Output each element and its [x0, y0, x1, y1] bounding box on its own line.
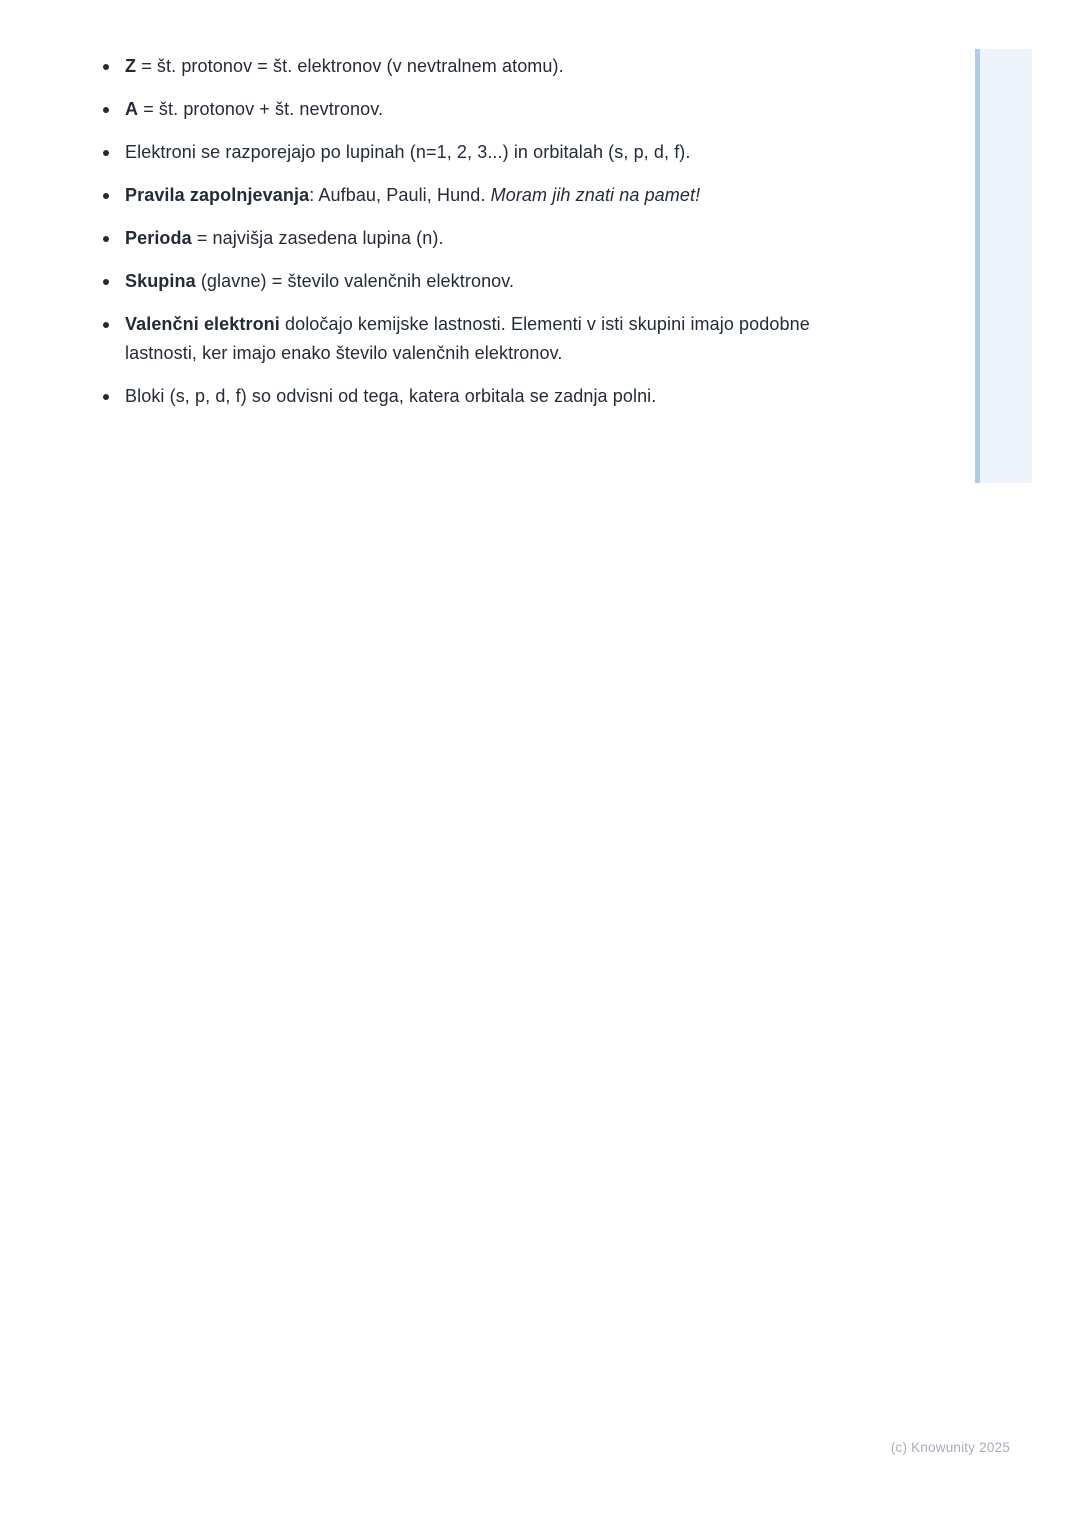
footer-credit: (c) Knowunity 2025: [890, 1440, 1010, 1455]
bullet-item: [100, 181, 842, 210]
bullet-dot: [103, 322, 109, 328]
text-segment: Skupina: [125, 271, 196, 291]
notes-bullet-list: [100, 52, 842, 425]
bullet-item: [100, 52, 842, 81]
bullet-item: [100, 138, 842, 167]
bullet-dot: [103, 64, 109, 70]
bullet-item: [100, 382, 842, 411]
bullet-dot: [103, 394, 109, 400]
text-segment: Elektroni se razporejajo po lupinah (n=1, 2, 3...) in orbitalah (s, p, d, f).: [125, 142, 691, 162]
text-segment: Valenčni elektroni: [125, 314, 280, 334]
bullet-item: [100, 95, 842, 124]
bullet-dot: [103, 107, 109, 113]
bullet-item: [100, 310, 842, 368]
text-segment: = št. protonov = št. elektronov (v nevtralnem atomu).: [136, 56, 564, 76]
text-segment: določajo kemijske lastnosti. Elementi v isti skupini imajo podobne lastnosti, ker imajo enako število valenčnih elektronov.: [125, 314, 810, 363]
text-segment: : Aufbau, Pauli, Hund.: [309, 185, 491, 205]
text-segment: Moram jih znati na pamet!: [490, 185, 701, 205]
bullet-dot: [103, 150, 109, 156]
text-segment: (glavne) = število valenčnih elektronov.: [195, 271, 515, 291]
text-segment: Pravila zapolnjevanja: [125, 185, 310, 205]
bullet-item: [100, 224, 842, 253]
bullet-item: [100, 267, 842, 296]
bullet-dot: [103, 236, 109, 242]
text-segment: = št. protonov + št. nevtronov.: [138, 99, 384, 119]
bullet-dot: [103, 193, 109, 199]
text-segment: A: [125, 99, 139, 119]
text-segment: Z: [125, 56, 137, 76]
text-segment: Perioda: [125, 228, 192, 248]
page-edge-highlight: [975, 49, 1032, 483]
text-segment: Bloki (s, p, d, f) so odvisni od tega, katera orbitala se zadnja polni.: [125, 386, 657, 406]
bullet-dot: [103, 279, 109, 285]
text-segment: = najvišja zasedena lupina (n).: [191, 228, 444, 248]
